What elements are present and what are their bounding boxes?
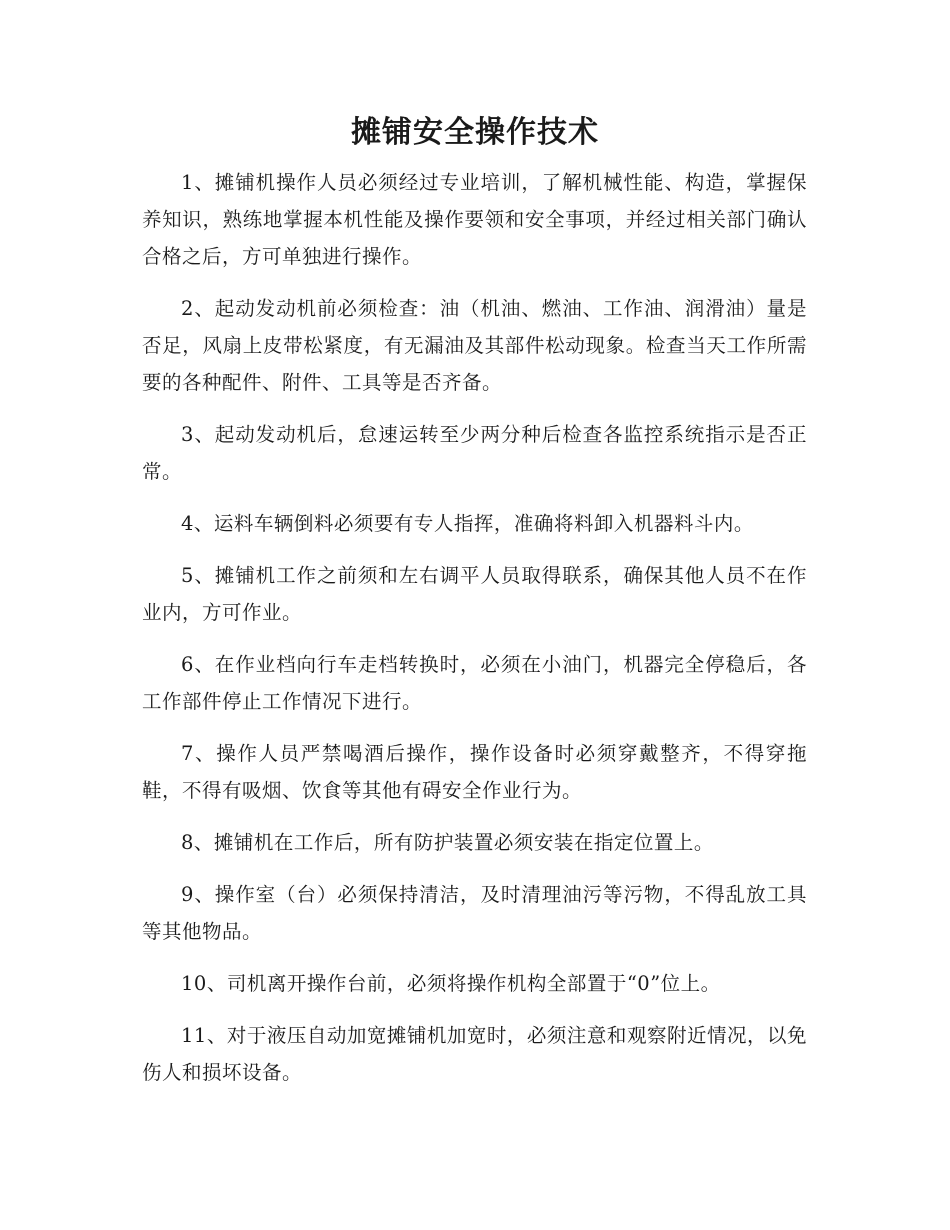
paragraph-5: 5、摊铺机工作之前须和左右调平人员取得联系，确保其他人员不在作业内，方可作业。: [142, 564, 807, 624]
document-body: [142, 164, 807, 1106]
paragraph-2: 2、起动发动机前必须检查：油（机油、燃油、工作油、润滑油）量是否足，风扇上皮带松紧度，有无漏油及其部件松动现象。检查当天工作所需要的各种配件、附件、工具等是否齐备。: [142, 297, 807, 394]
paragraph-3: 3、起动发动机后，怠速运转至少两分种后检查各监控系统指示是否正常。: [142, 423, 807, 483]
paragraph-9: 9、操作室（台）必须保持清洁，及时清理油污等污物，不得乱放工具等其他物品。: [142, 883, 807, 943]
paragraph-10: 10、司机离开操作台前，必须将操作机构全部置于“0”位上。: [181, 972, 721, 995]
paragraph-4: 4、运料车辆倒料必须要有专人指挥，准确将料卸入机器料斗内。: [181, 512, 754, 535]
paragraph-11: 11、对于液压自动加宽摊铺机加宽时，必须注意和观察附近情况，以免伤人和损坏设备。: [142, 1024, 807, 1084]
paragraph-8: 8、摊铺机在工作后，所有防护装置必须安装在指定位置上。: [181, 831, 714, 854]
paragraph-6: 6、在作业档向行车走档转换时，必须在小油门，机器完全停稳后，各工作部件停止工作情况下进行。: [142, 653, 807, 713]
paragraph-7: 7、操作人员严禁喝酒后操作，操作设备时必须穿戴整齐，不得穿拖鞋，不得有吸烟、饮食等其他有碍安全作业行为。: [142, 742, 807, 802]
paragraph-1: 1、摊铺机操作人员必须经过专业培训，了解机械性能、构造，掌握保养知识，熟练地掌握本机性能及操作要领和安全事项，并经过相关部门确认合格之后，方可单独进行操作。: [142, 171, 807, 268]
page-title: 摊铺安全操作技术: [351, 115, 599, 150]
